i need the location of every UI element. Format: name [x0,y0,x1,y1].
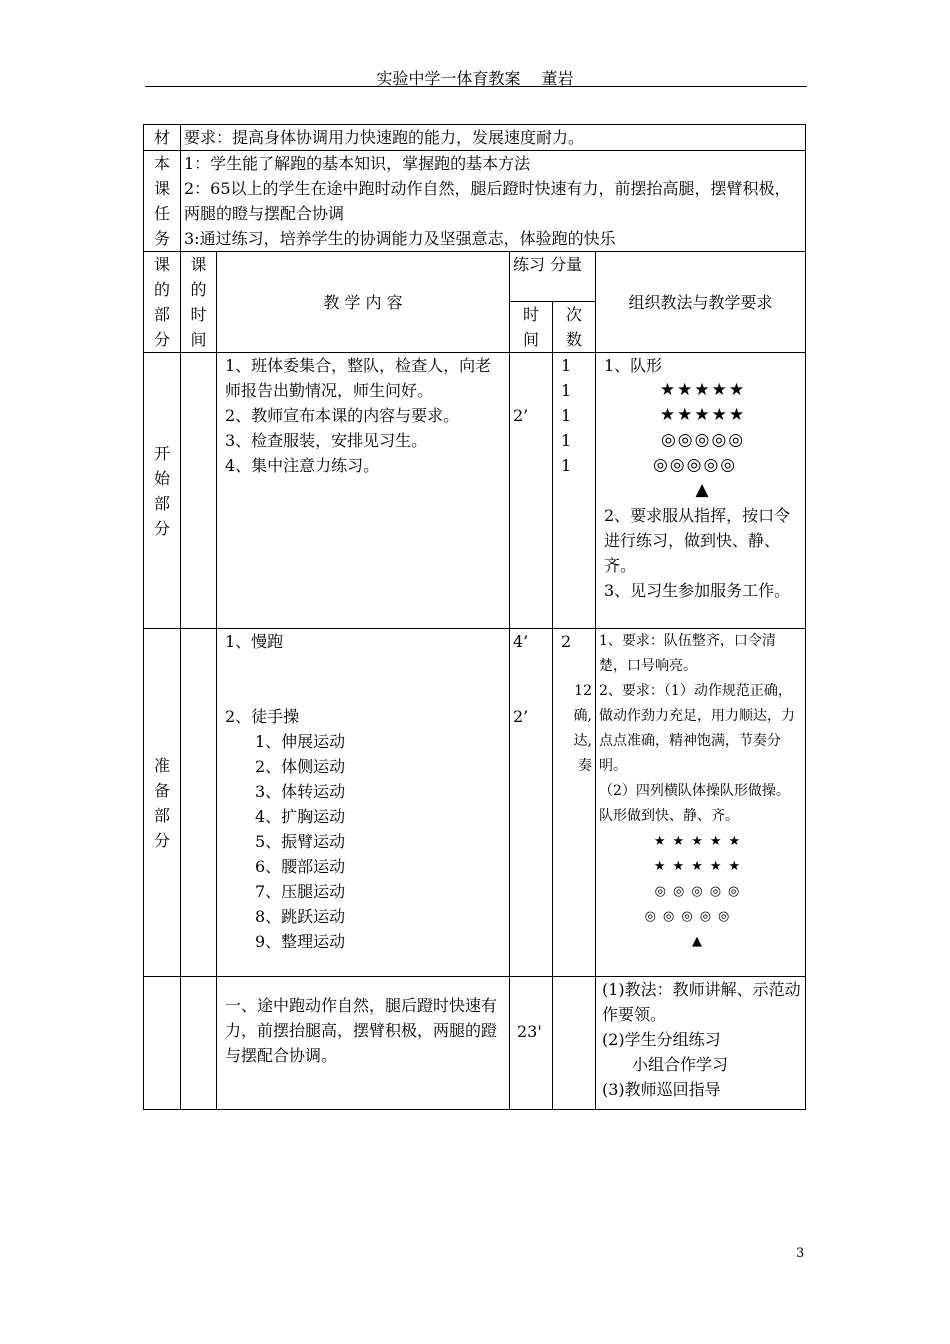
formation-row: ★★★★★ [653,859,748,874]
content-item: 3、检查服装，安排见习生。 [225,431,428,450]
method-item: 小组合作学习 [632,1055,729,1074]
col-time-header: 课的时间 [190,255,207,349]
count-item: 1 [561,406,572,425]
exercise-item: 9、整理运动 [255,932,346,951]
content-item: 1、慢跑 [225,632,284,651]
content-item: 2、教师宣布本课的内容与要求。 [225,406,460,425]
main-time: 23' [517,1022,542,1041]
exercise-item: 3、体转运动 [255,782,346,801]
formation-row: ◎◎◎◎◎ [654,884,747,899]
tasks-row [144,151,806,252]
count-item: 达, [573,733,592,749]
formation-row: ◎◎◎◎◎ [660,430,746,450]
materials-label: 材 [144,125,181,151]
method-note: 2、要求服从指挥，按口令进行练习，做到快、静、齐。 [604,506,791,575]
materials-row [144,125,806,151]
count-item: 1 [561,381,572,400]
method-req: 队形做到快、静、齐。 [599,808,739,824]
prep-method [596,629,806,977]
method-req: （2）四列横队体操队形做操。 [599,783,790,799]
count-item: 确, [573,708,592,724]
method-title: 1、队形 [604,356,663,375]
content-item: 1、班体委集合，整队，检查人，向老师报告出勤情况，师生问好。 [225,356,492,400]
main-method [596,977,806,1110]
method-item: (3)教师巡回指导 [602,1080,721,1099]
count-item: 奏 [578,758,592,774]
count-item: 1 [561,431,572,450]
start-time: 2’ [513,406,529,425]
main-content [217,977,510,1110]
column-header-row-1 [144,252,806,302]
materials-text: 要求：提高身体协调用力快速跑的能力，发展速度耐力。 [181,125,806,151]
prep-time: 4’ [513,632,529,651]
col-practice-time-header: 时间 [522,305,539,349]
content-item: 2、徒手操 [225,707,300,726]
task-item: 2：65以上的学生在途中跑时动作自然，腿后蹬时快速有力，前摆抬高腿，摆臂积极，两腿的瞪与摆配合协调 [184,179,791,223]
count-item: 2 [561,632,572,651]
header-author: 董岩 [541,69,574,88]
count-item: 1 [561,456,572,475]
start-part-label: 开始部分 [153,443,170,538]
exercise-item: 8、跳跃运动 [255,907,346,926]
formation-row: ▲ [692,934,710,949]
formation-row: ▲ [695,480,711,500]
header-school-title: 实验中学一体育教案 [376,69,521,88]
exercise-item: 2、体侧运动 [255,757,346,776]
content-item: 4、集中注意力练习。 [225,456,380,475]
start-method [596,353,806,629]
method-note: 3、见习生参加服务工作。 [604,581,791,600]
col-method-header: 组织教法与教学要求 [596,252,806,353]
count-item: 12 [574,683,592,699]
prep-part-label: 准备部分 [153,755,170,850]
content-item: 一、途中跑动作自然，腿后蹬时快速有力，前摆抬腿高，摆臂积极，两腿的蹬与摆配合协调。 [225,996,498,1065]
formation-row: ★★★★★ [659,405,747,425]
lesson-plan-table [143,124,806,1110]
formation-row: ★★★★★ [653,834,748,849]
formation-row: ★★★★★ [659,380,747,400]
prep-counts [553,629,596,977]
page-number: 3 [796,1246,805,1261]
exercise-item: 1、伸展运动 [255,732,346,751]
count-item: 1 [561,356,572,375]
start-counts [553,353,596,629]
col-content-header: 教 学 内 容 [217,252,510,353]
exercise-item: 7、压腿运动 [255,882,346,901]
col-practice-count-header: 次数 [565,305,582,349]
exercise-item: 4、扩胸运动 [255,807,346,826]
tasks-label: 本课任务 [153,154,170,248]
task-item: 3:通过练习，培养学生的协调能力及坚强意志，体验跑的快乐 [184,229,616,248]
main-section-row [144,977,806,1110]
exercise-item: 5、振臂运动 [255,832,346,851]
method-item: (2)学生分组练习 [602,1030,721,1049]
method-req: 1、要求：队伍整齐，口令清楚，口号响亮。 [599,633,776,674]
method-req: 2、要求：（1）动作规范正确，做动作劲力充足，用力顺达，力点点准确，精神饱满，节奏分明。 [599,683,795,774]
start-content [217,353,510,629]
col-part-header: 课的部分 [153,255,170,349]
task-item: 1：学生能了解跑的基本知识，掌握跑的基本方法 [184,154,531,173]
prep-content [217,629,510,977]
prep-time: 2’ [513,707,529,726]
header-rule [145,86,807,87]
tasks-list [181,151,806,252]
prep-section-row [144,629,806,977]
method-item: (1)教法：教师讲解、示范动作要领。 [602,980,801,1024]
formation-row: ◎◎◎◎◎ [644,909,737,924]
col-practice-header: 练习 分量 [510,252,596,302]
formation-row: ◎◎◎◎◎ [652,455,738,475]
exercise-item: 6、腰部运动 [255,857,346,876]
start-section-row [144,353,806,629]
